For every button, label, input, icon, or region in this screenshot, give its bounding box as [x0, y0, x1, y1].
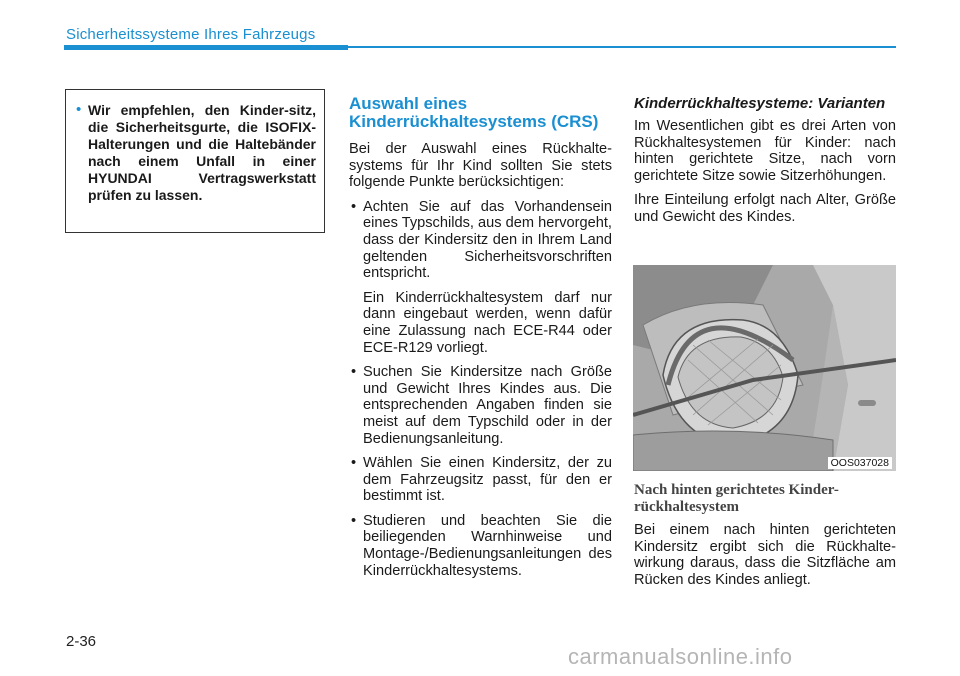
list-item	[349, 199, 612, 282]
column-right-top	[634, 95, 896, 234]
column-middle	[349, 95, 612, 587]
watermark: carmanualsonline.info	[568, 644, 793, 669]
child-seat-illustration	[633, 265, 896, 471]
list-item	[349, 364, 612, 447]
list-item	[349, 513, 612, 579]
note-text: Wir empfehlen, den Kinder-sitz, die Sicherheitsgurte, die ISOFIX-Halterungen und die Haltebänder nach einem Unfall in einer HYUNDAI Vertragswerkstatt prüfen zu lassen.	[88, 102, 316, 203]
rear-facing-heading: Nach hinten gerichtetes Kinder-rückhaltesystem	[634, 482, 839, 515]
list-item-text: Studieren und beachten Sie die beiliegenden Warnhinweise und Montage-/Bedienungsanleitungen des Kinderrückhaltesystems.	[363, 512, 612, 579]
crs-selection-heading: Auswahl eines Kinderrückhaltesystems (CRS)	[349, 94, 599, 131]
list-item-text: Suchen Sie Kindersitze nach Größe und Gewicht Ihres Kindes aus. Die entsprechenden Angaben finden sie meist auf dem Typschild oder in der Bedienungsanleitung.	[363, 364, 612, 447]
crs-selection-intro: Bei der Auswahl eines Rückhalte-systems für Ihr Kind sollten Sie stets folgende Punkte berücksichtigen:	[349, 141, 612, 191]
variants-paragraph-1: Im Wesentlichen gibt es drei Arten von Rückhaltesystemen für Kinder: nach hinten gerichtete Sitze, nach vorn gerichtete Sitze sowie Sitzerhöhungen.	[634, 118, 896, 184]
variants-heading: Kinderrückhaltesysteme: Varianten	[634, 95, 886, 112]
note-box	[65, 89, 325, 233]
rear-facing-paragraph: Bei einem nach hinten gerichteten Kindersitz ergibt sich die Rückhalte-wirkung daraus, dass die Sitzfläche am Rücken des Kindes anliegt.	[634, 522, 896, 588]
list-item	[349, 455, 612, 505]
list-item-text: Wählen Sie einen Kindersitz, der zu dem Fahrzeugsitz passt, für den er bestimmt ist.	[363, 455, 612, 505]
page-number: 2-36	[66, 633, 97, 650]
crs-selection-list	[349, 199, 612, 579]
child-seat-drawing	[633, 265, 896, 471]
column-right-bottom	[634, 482, 896, 596]
section-title: Sicherheitssysteme Ihres Fahrzeugs	[66, 26, 316, 43]
list-item-subtext: Ein Kinderrückhaltesystem darf nur dann eingebaut werden, wenn dafür eine Zulassung nach ECE-R44 oder ECE-R129 vorliegt.	[363, 289, 612, 356]
note-bullet: •	[76, 101, 82, 118]
header-rule-accent	[64, 45, 348, 50]
list-item-text: Achten Sie auf das Vorhandensein eines Typschilds, aus dem hervorgeht, dass der Kindersitz den in Ihrem Land geltenden Sicherheitsvorschriften entspricht.	[363, 198, 612, 282]
variants-paragraph-2: Ihre Einteilung erfolgt nach Alter, Größe und Gewicht des Kindes.	[634, 192, 896, 225]
figure-code: OOS037028	[828, 457, 892, 469]
